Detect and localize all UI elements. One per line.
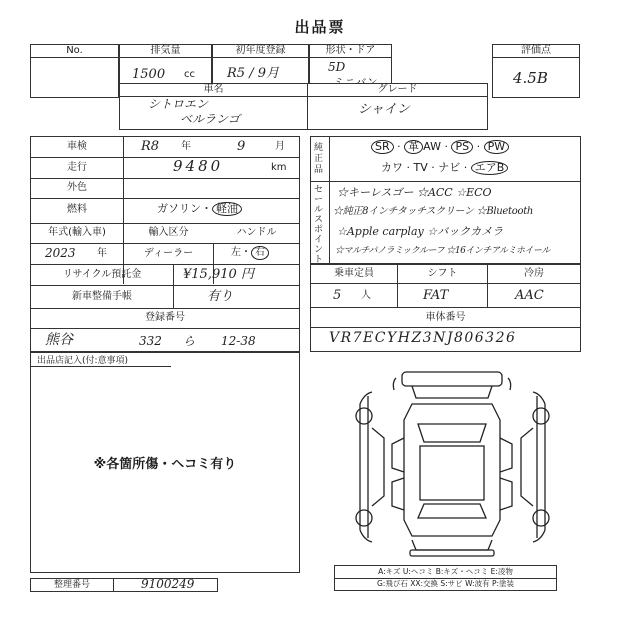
displacement-unit: cc <box>184 69 195 80</box>
mileage-unit: km <box>271 162 287 173</box>
score-value: 4.5B <box>513 69 548 87</box>
grade-label: グレード <box>377 84 418 95</box>
maintenance-label: 新車整備手帳 <box>72 291 132 302</box>
left-data-table <box>30 136 300 352</box>
inspection-month: 9 <box>237 139 246 154</box>
notes-text: ※各箇所傷・ヘコミ有り <box>93 457 237 472</box>
equip-leather: 革 <box>404 140 423 154</box>
equip-pw: PW <box>484 140 510 154</box>
equip-ps: PS <box>451 140 473 154</box>
vehicle-name-line2: ベルランゴ <box>180 112 241 126</box>
score-cell <box>492 44 580 98</box>
reg-kana: ら <box>183 334 196 348</box>
equipment-sales-box <box>310 136 581 264</box>
import-value: ディーラー <box>143 248 194 259</box>
ac-value: AAC <box>515 288 544 303</box>
sales-points-label <box>314 185 326 265</box>
equip-tv: TV <box>413 161 428 174</box>
vin-value: VR7ECYHZ3NJ806326 <box>329 330 517 346</box>
handle-selected: 右 <box>251 246 269 260</box>
reg-number: 12-38 <box>221 334 256 348</box>
inspection-year-unit: 年 <box>181 141 191 152</box>
sales-points-label-text: セールスポイント <box>314 185 324 265</box>
equipment-label-text: 純正品 <box>314 143 324 175</box>
car-right-side-view <box>521 392 549 542</box>
vehicle-name-line1: シトロエン <box>148 97 209 111</box>
notes-label: 出品店記入(付:意事項) <box>37 356 129 366</box>
year-unit: 年 <box>97 248 107 259</box>
damage-legend <box>334 565 557 591</box>
handle-label: ハンドル <box>236 227 277 238</box>
no-cell <box>30 44 119 98</box>
displacement-label: 排気量 <box>150 45 181 56</box>
equip-navi: ナビ <box>438 161 461 174</box>
reference-number <box>30 578 218 592</box>
capacity-label: 乗車定員 <box>334 268 374 279</box>
first-registration-label: 初年度登録 <box>235 45 286 56</box>
sales-point-2: ☆純正8インチタッチスクリーン ☆Bluetooth <box>333 206 534 217</box>
no-label: No. <box>66 45 83 56</box>
fuel-selected: 軽油 <box>212 202 242 216</box>
equip-kawa: カワ <box>381 161 403 174</box>
year-import-label: 年式(輸入車) <box>48 227 106 238</box>
shape-door-label: 形状・ドア <box>325 45 376 56</box>
fuel-label: 燃料 <box>67 204 87 215</box>
ac-label: 冷房 <box>524 268 544 279</box>
sales-point-1: ☆キーレスゴー ☆ACC ☆ECO <box>337 186 492 199</box>
maintenance-value: 有り <box>207 289 234 304</box>
car-rear-view <box>410 540 494 556</box>
mileage-value: 9480 <box>173 157 224 175</box>
reg-area: 熊谷 <box>45 332 73 348</box>
recycle-value: ¥15,910 円 <box>183 267 254 282</box>
car-left-side-view <box>356 392 384 542</box>
shift-value: FAT <box>423 288 449 303</box>
capacity-value: 5 <box>333 288 342 303</box>
car-diagram <box>350 368 555 558</box>
reg-class: 332 <box>139 334 162 348</box>
inspection-value: R8 <box>141 139 160 154</box>
displacement-value: 1500 <box>132 67 166 82</box>
year-value: 2023 <box>45 246 76 260</box>
handle-left: 左・ <box>231 247 251 258</box>
equip-sr: SR <box>371 140 394 154</box>
capacity-unit: 人 <box>361 290 371 301</box>
grade-value: シャイン <box>358 102 410 117</box>
car-front-view <box>393 372 510 398</box>
equipment-row1: SR · 革 AW · PS · PW <box>371 140 509 154</box>
sales-point-3: ☆Apple carplay ☆バックカメラ <box>337 225 504 238</box>
fuel-options <box>157 202 242 216</box>
equipment-row2: カワ · TV · ナビ · エアB <box>381 161 508 175</box>
equip-aw: AW <box>423 140 441 153</box>
import-type-label: 輸入区分 <box>148 227 189 238</box>
vin-label: 車体番号 <box>425 312 466 323</box>
inspection-label: 車検 <box>67 141 87 152</box>
recycle-label: リサイクル預託金 <box>62 269 142 280</box>
first-registration-value: R5 / 9月 <box>227 66 279 81</box>
legend-line-2: G:飛び石 XX:交換 S:サビ W:波有 P:塗装 <box>376 579 515 588</box>
notes-box <box>30 352 300 573</box>
page-title: 出品票 <box>294 18 346 36</box>
inspection-month-unit: 月 <box>275 141 285 152</box>
exterior-color-label: 外色 <box>67 182 87 193</box>
equipment-label <box>314 143 326 176</box>
vehicle-name-label: 車名 <box>203 84 224 95</box>
fuel-options-text: ガソリン・ <box>157 202 212 215</box>
handle-options <box>231 246 269 260</box>
reference-value: 9100249 <box>141 577 195 591</box>
shape-value-doors: 5D <box>328 60 346 74</box>
mileage-label: 走行 <box>67 162 87 173</box>
vehicle-name-grade <box>119 83 488 130</box>
sales-point-4: ☆マルチパノラミックルーフ ☆16インチアルミホイール <box>335 246 550 256</box>
right-data-table <box>310 264 581 352</box>
car-top-view <box>392 404 512 536</box>
equip-airbag: エアB <box>471 161 509 175</box>
score-label: 評価点 <box>521 45 551 56</box>
reference-label: 整理番号 <box>53 580 90 590</box>
legend-line-1: A:キズ U:ヘコミ B:キズ・ヘコミ E:凌物 <box>378 567 513 576</box>
registration-label: 登録番号 <box>145 312 185 323</box>
shift-label: シフト <box>427 268 458 279</box>
